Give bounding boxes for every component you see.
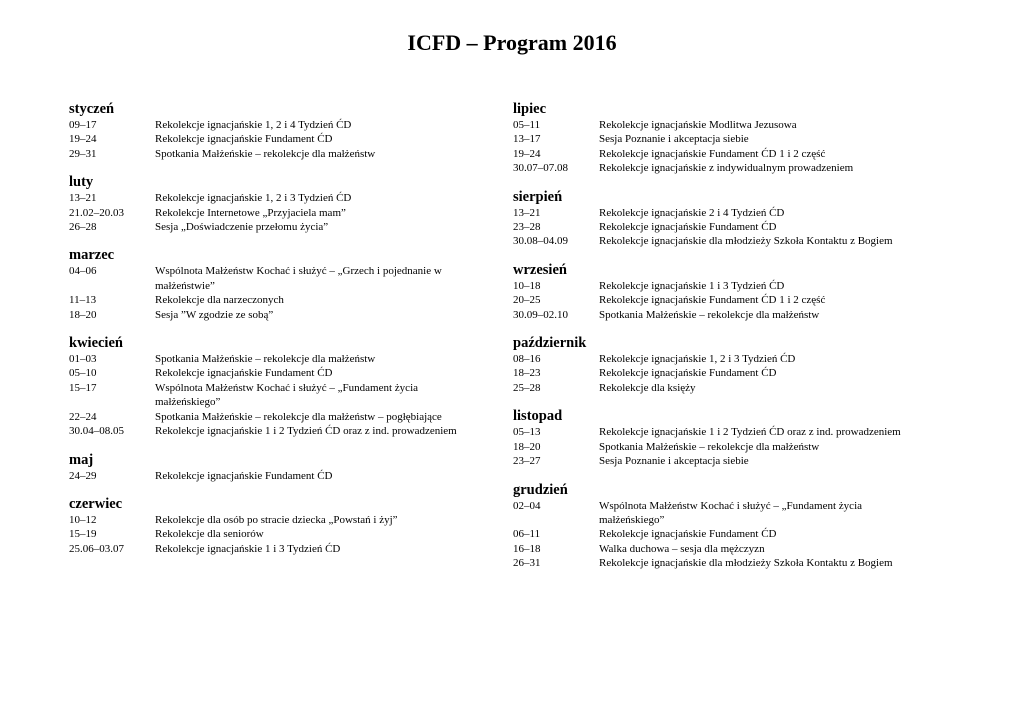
schedule-entry [69, 469, 509, 483]
entry-description: Rekolekcje ignacjańskie 1, 2 i 4 Tydzień ĆD [155, 119, 352, 131]
month-section [69, 173, 509, 234]
entry-description: Rekolekcje dla seniorów [155, 528, 264, 541]
schedule-entry [513, 381, 953, 395]
entry-dates: 23–28 [513, 221, 541, 234]
schedule-entry [69, 191, 509, 205]
entry-description: Spotkania Małżeńskie – rekolekcje dla małżeństw [599, 440, 820, 453]
entry-dates: 30.08–04.09 [513, 235, 568, 248]
month-heading: wrzesień [513, 261, 567, 278]
month-heading: luty [69, 174, 94, 191]
month-section [513, 261, 953, 322]
entry-description: Rekolekcje ignacjańskie 1 i 2 Tydzień ĆD oraz z ind. prowadzeniem [599, 426, 901, 439]
entry-dates: 30.09–02.10 [513, 308, 568, 321]
schedule-entry [69, 352, 509, 366]
entry-description: Rekolekcje ignacjańskie Modlitwa Jezusowa [599, 119, 797, 131]
entry-description: Spotkania Małżeńskie – rekolekcje dla małżeństw [155, 147, 376, 160]
schedule-entry [69, 293, 509, 307]
entry-dates: 22–24 [69, 410, 97, 423]
entry-description: Rekolekcje ignacjańskie Fundament ĆD [599, 528, 777, 541]
schedule-entry [513, 132, 953, 146]
entry-description: Rekolekcje ignacjańskie 1 i 2 Tydzień ĆD oraz z ind. prowadzeniem [155, 425, 457, 438]
month-heading: kwiecień [69, 335, 123, 352]
entry-dates: 19–24 [513, 147, 541, 160]
month-heading: styczeń [69, 101, 115, 117]
entry-description: Rekolekcje ignacjańskie Fundament ĆD [155, 133, 333, 146]
schedule-entry [513, 234, 953, 248]
schedule-entry [513, 527, 953, 541]
schedule-entry [69, 542, 509, 556]
entry-description: Rekolekcje dla narzeczonych [155, 294, 284, 307]
entry-description: Rekolekcje dla księży [599, 381, 696, 394]
schedule-entry [513, 308, 953, 322]
schedule-entry [513, 161, 953, 175]
entry-description: Sesja „Doświadczenie przełomu życia” [155, 221, 329, 234]
month-heading: grudzień [513, 481, 568, 498]
left-column [69, 100, 509, 568]
entry-dates: 23–27 [513, 455, 541, 468]
entry-description: Spotkania Małżeńskie – rekolekcje dla małżeństw – pogłębiające [155, 410, 442, 423]
schedule-entry [69, 424, 509, 438]
schedule-entry [69, 410, 509, 424]
schedule-entry [513, 542, 953, 556]
entry-dates: 02–04 [513, 499, 541, 512]
month-heading: czerwiec [69, 495, 123, 512]
schedule-entry [69, 366, 509, 380]
entry-dates: 16–18 [513, 542, 541, 555]
schedule-entry [69, 264, 509, 293]
page-title: ICFD – Program 2016 [407, 30, 617, 55]
entry-dates: 20–25 [513, 294, 541, 307]
right-column [513, 100, 953, 583]
schedule-entry [69, 381, 509, 410]
schedule-entry [513, 454, 953, 468]
entry-dates: 25.06–03.07 [69, 542, 124, 555]
entry-description: Wspólnota Małżeństw Kochać i służyć – „Fundament życia małżeńskiego” [155, 381, 419, 409]
month-heading: listopad [513, 408, 563, 425]
month-section [513, 188, 953, 249]
entry-description: Sesja Poznanie i akceptacja siebie [599, 133, 749, 146]
entry-description: Rekolekcje dla osób po stracie dziecka „Powstań i żyj” [155, 513, 398, 526]
schedule-entry [513, 147, 953, 161]
entry-description: Rekolekcje ignacjańskie dla młodzieży Szkoła Kontaktu z Bogiem [599, 557, 893, 570]
entry-dates: 05–13 [513, 426, 541, 439]
entry-dates: 10–12 [69, 513, 97, 526]
schedule-entry [69, 527, 509, 541]
entry-description: Rekolekcje ignacjańskie 1, 2 i 3 Tydzień ĆD [599, 353, 796, 366]
entry-description: Rekolekcje ignacjańskie 1 i 3 Tydzień ĆD [155, 542, 341, 555]
entry-dates: 26–31 [513, 557, 541, 570]
entry-description: Rekolekcje ignacjańskie dla młodzieży Szkoła Kontaktu z Bogiem [599, 235, 893, 248]
entry-description: Spotkania Małżeńskie – rekolekcje dla małżeństw [599, 308, 820, 321]
entry-dates: 30.07–07.08 [513, 162, 568, 175]
entry-dates: 10–18 [513, 279, 541, 292]
entry-description: Rekolekcje ignacjańskie 1, 2 i 3 Tydzień ĆD [155, 192, 352, 205]
month-section [69, 451, 509, 483]
schedule-entry [69, 147, 509, 161]
entry-dates: 30.04–08.05 [69, 425, 124, 438]
schedule-entry [69, 206, 509, 220]
entry-dates: 19–24 [69, 133, 97, 146]
entry-description: Rekolekcje Internetowe „Przyjaciela mam” [155, 206, 346, 219]
entry-description: Rekolekcje ignacjańskie 1 i 3 Tydzień ĆD [599, 279, 785, 292]
month-section [69, 246, 509, 322]
month-section [513, 334, 953, 395]
month-section [69, 334, 509, 438]
entry-dates: 18–20 [513, 440, 541, 453]
schedule-entry [513, 425, 953, 439]
entry-description: Rekolekcje ignacjańskie 2 i 4 Tydzień ĆD [599, 206, 785, 219]
month-section [69, 495, 509, 556]
entry-dates: 18–20 [69, 308, 97, 321]
entry-description: Sesja ”W zgodzie ze sobą” [155, 308, 274, 321]
schedule-entry [513, 206, 953, 220]
month-heading: maj [69, 451, 94, 468]
month-heading: październik [513, 335, 587, 352]
schedule-entry [513, 366, 953, 380]
schedule-entry [513, 556, 953, 570]
entry-dates: 05–10 [69, 367, 97, 380]
month-section [69, 100, 509, 161]
entry-dates: 04–06 [69, 265, 97, 278]
schedule-entry [69, 308, 509, 322]
schedule-entry [513, 440, 953, 454]
entry-dates: 13–21 [69, 192, 97, 205]
schedule-entry [513, 220, 953, 234]
month-section [513, 481, 953, 571]
entry-dates: 09–17 [69, 119, 97, 131]
entry-dates: 13–17 [513, 133, 541, 146]
entry-description: Sesja Poznanie i akceptacja siebie [599, 455, 749, 468]
entry-description: Rekolekcje ignacjańskie Fundament ĆD 1 i 2 część [599, 294, 826, 307]
entry-description: Rekolekcje ignacjańskie Fundament ĆD [155, 367, 333, 380]
entry-description: Rekolekcje ignacjańskie z indywidualnym prowadzeniem [599, 162, 854, 175]
entry-dates: 11–13 [69, 294, 97, 307]
entry-description: Rekolekcje ignacjańskie Fundament ĆD 1 i 2 część [599, 147, 826, 160]
entry-dates: 13–21 [513, 206, 541, 219]
entry-description: Walka duchowa – sesja dla mężczyzn [599, 542, 765, 555]
entry-dates: 29–31 [69, 147, 97, 160]
entry-description: Rekolekcje ignacjańskie Fundament ĆD [155, 469, 333, 482]
entry-dates: 06–11 [513, 528, 541, 541]
month-heading: marzec [69, 247, 115, 264]
schedule-entry [513, 293, 953, 307]
schedule-entry [513, 279, 953, 293]
month-section [513, 407, 953, 468]
schedule-entry [69, 220, 509, 234]
month-section [513, 100, 953, 176]
entry-dates: 21.02–20.03 [69, 206, 124, 219]
schedule-entry [69, 132, 509, 146]
entry-dates: 05–11 [513, 119, 541, 131]
entry-description: Spotkania Małżeńskie – rekolekcje dla małżeństw [155, 353, 376, 366]
entry-dates: 01–03 [69, 353, 97, 366]
month-heading: sierpień [513, 188, 563, 205]
entry-description: Wspólnota Małżeństw Kochać i służyć – „Grzech i pojednanie w małżeństwie” [155, 265, 442, 292]
entry-dates: 15–19 [69, 528, 97, 541]
month-heading: lipiec [513, 101, 547, 117]
entry-dates: 25–28 [513, 381, 541, 394]
entry-dates: 18–23 [513, 367, 541, 380]
schedule-entry [513, 118, 953, 132]
schedule-entry [69, 118, 509, 132]
entry-description: Rekolekcje ignacjańskie Fundament ĆD [599, 221, 777, 234]
entry-dates: 08–16 [513, 353, 541, 366]
entry-description: Wspólnota Małżeństw Kochać i służyć – „Fundament życia małżeńskiego” [599, 499, 863, 526]
schedule-entry [69, 513, 509, 527]
schedule-entry [513, 352, 953, 366]
entry-description: Rekolekcje ignacjańskie Fundament ĆD [599, 367, 777, 380]
entry-dates: 26–28 [69, 221, 97, 234]
entry-dates: 15–17 [69, 381, 97, 394]
schedule-entry [513, 499, 953, 528]
entry-dates: 24–29 [69, 469, 97, 482]
